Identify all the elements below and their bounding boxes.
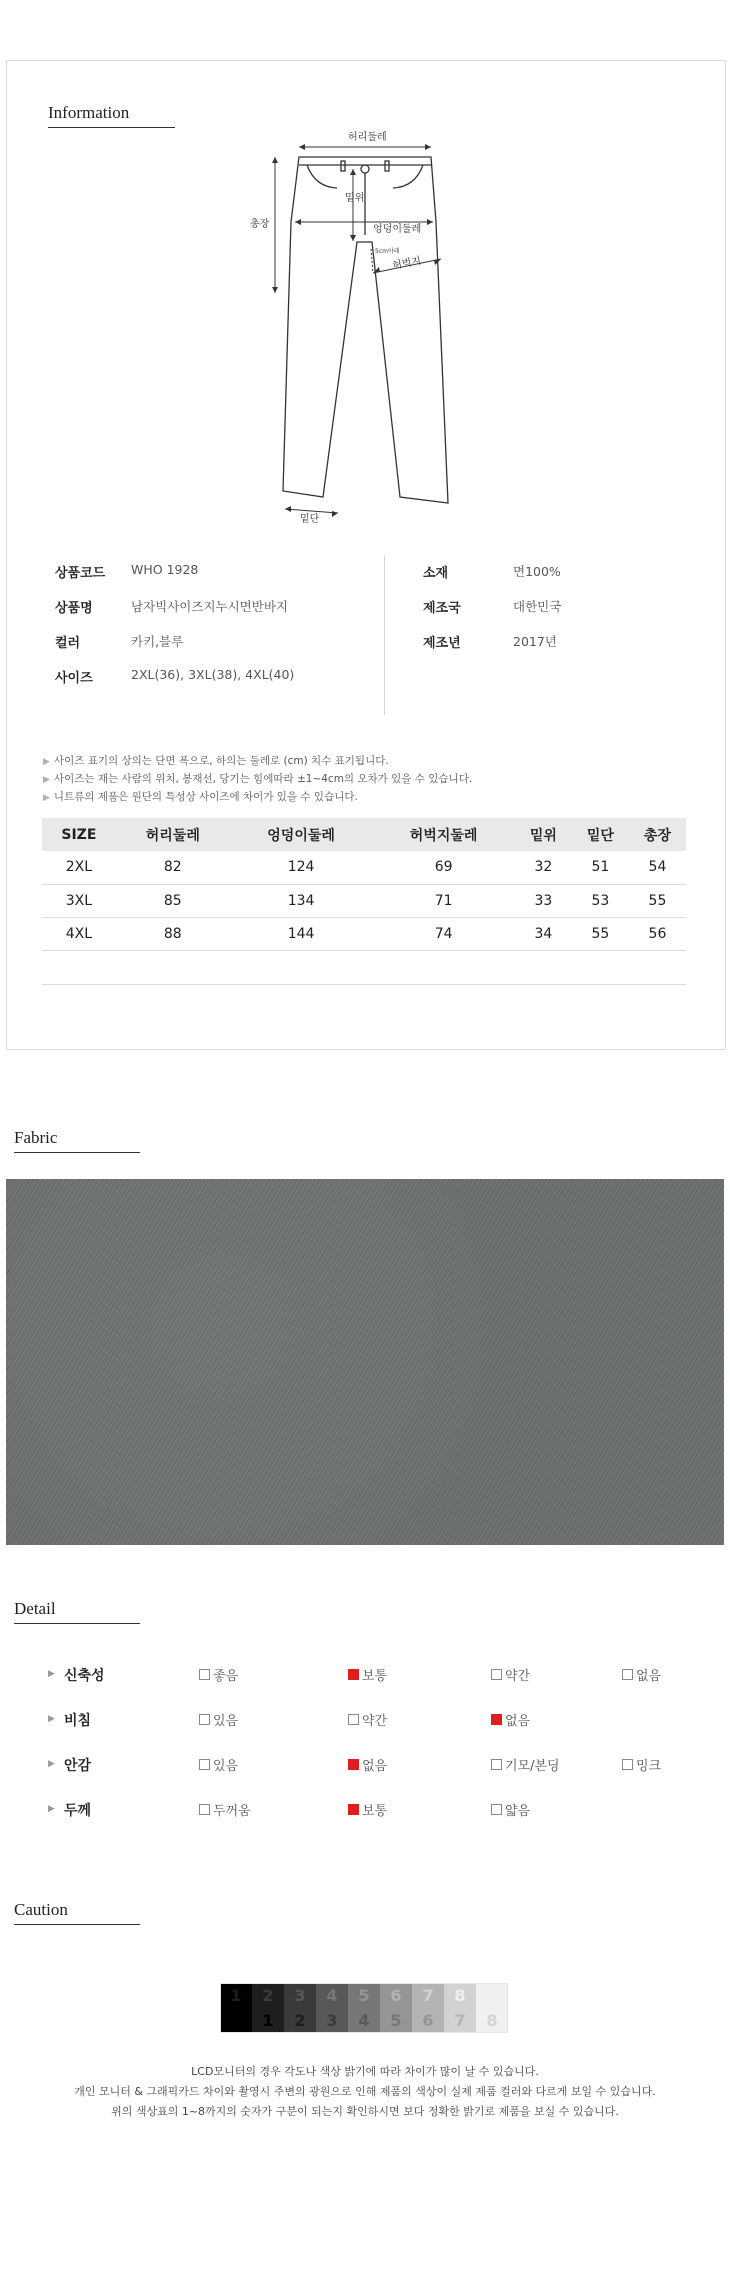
detail-option: 없음 <box>622 1665 661 1684</box>
grayscale-chip: 4 <box>348 2008 380 2033</box>
spec-label: 상품코드 <box>55 566 106 581</box>
detail-option: 있음 <box>199 1710 238 1729</box>
diagram-label-rise: 밑위 <box>345 193 365 204</box>
spec-label: 사이즈 <box>55 671 93 686</box>
size-note: ▶ 니트류의 제품은 원단의 특성상 사이즈에 차이가 있을 수 있습니다. <box>43 791 358 803</box>
detail-option: 두꺼움 <box>199 1800 251 1819</box>
checkbox-icon <box>491 1759 502 1770</box>
grayscale-chip: 7 <box>444 2008 476 2033</box>
grayscale-chip: 3 <box>316 2008 348 2033</box>
caution-title: Caution <box>14 1900 68 1919</box>
grayscale-chip: 6 <box>380 1983 412 2008</box>
caution-line: 위의 색상표의 1~8까지의 숫자가 구분이 되는지 확인하시면 보다 정확한 밝기로 제품을 보실 수 있습니다. <box>111 2105 619 2118</box>
table-cell: 55 <box>572 917 629 950</box>
spec-divider <box>384 555 385 715</box>
spec-value: WHO 1928 <box>131 562 199 577</box>
size-table <box>42 818 686 951</box>
detail-option: 있음 <box>199 1755 238 1774</box>
note-bullet-icon: ▶ <box>43 757 50 767</box>
header-cell: 밑단 <box>572 818 629 851</box>
row-bullet-icon: ▶ <box>48 1759 55 1769</box>
detail-option: 좋음 <box>199 1665 238 1684</box>
fabric-swatch-image <box>6 1179 724 1545</box>
table-cell: 3XL <box>42 884 116 917</box>
detail-option: 얇음 <box>491 1800 530 1819</box>
grayscale-chip: 5 <box>380 2008 412 2033</box>
detail-option: 약간 <box>491 1665 530 1684</box>
table-cell: 82 <box>116 851 230 884</box>
table-row <box>42 917 686 950</box>
detail-label: 신축성 <box>64 1668 105 1684</box>
size-table-footer-line <box>42 984 686 985</box>
diagram-label-hem: 밑단 <box>300 514 320 525</box>
spec-value: 2017년 <box>513 634 557 649</box>
detail-title-underline <box>14 1623 140 1624</box>
checkbox-icon <box>199 1669 210 1680</box>
detail-option: 밍크 <box>622 1755 661 1774</box>
detail-option: 약간 <box>348 1710 387 1729</box>
size-note: ▶ 사이즈 표기의 상의는 단면 폭으로, 하의는 둘레로 (cm) 치수 표기됩니다. <box>43 755 389 767</box>
table-cell: 54 <box>629 851 686 884</box>
checkbox-icon <box>348 1714 359 1725</box>
grayscale-chip <box>220 2008 252 2033</box>
grayscale-chip <box>476 1983 508 2008</box>
checkbox-checked-icon <box>491 1714 502 1725</box>
diagram-label-length: 총장 <box>250 219 270 230</box>
spec-value: 대한민국 <box>513 599 562 614</box>
caution-line: LCD모니터의 경우 각도나 색상 밝기에 따라 차이가 많이 날 수 있습니다. <box>191 2065 539 2078</box>
note-bullet-icon: ▶ <box>43 775 50 785</box>
table-cell: 32 <box>515 851 572 884</box>
header-cell: 엉덩이둘레 <box>230 818 373 851</box>
information-title: Information <box>48 103 130 122</box>
table-cell: 69 <box>372 851 515 884</box>
checkbox-icon <box>199 1714 210 1725</box>
grayscale-chip: 8 <box>444 1983 476 2008</box>
size-table-header <box>42 818 686 851</box>
table-row <box>42 884 686 917</box>
row-bullet-icon: ▶ <box>48 1669 55 1679</box>
spec-label: 제조국 <box>423 601 461 616</box>
table-cell: 55 <box>629 884 686 917</box>
size-note: ▶ 사이즈는 재는 사람의 위치, 봉재선, 당기는 힘에따라 ±1~4cm의 오차가 있을 수 있습니다. <box>43 773 473 785</box>
information-title-underline <box>48 127 175 128</box>
table-cell: 124 <box>230 851 373 884</box>
grayscale-chip: 5 <box>348 1983 380 2008</box>
detail-row-lining <box>48 1755 688 1775</box>
table-cell: 34 <box>515 917 572 950</box>
detail-title: Detail <box>14 1599 56 1618</box>
diagram-label-hip: 엉덩이둘레 <box>373 224 422 235</box>
grayscale-chip: 1 <box>252 2008 284 2033</box>
table-cell: 4XL <box>42 917 116 950</box>
diagram-label-waist: 허리둘레 <box>348 132 387 143</box>
table-cell: 85 <box>116 884 230 917</box>
header-cell: 허벅지둘레 <box>372 818 515 851</box>
row-bullet-icon: ▶ <box>48 1714 55 1724</box>
detail-option: 기모/본딩 <box>491 1755 560 1774</box>
header-cell: 밑위 <box>515 818 572 851</box>
table-cell: 144 <box>230 917 373 950</box>
fabric-title: Fabric <box>14 1128 58 1147</box>
table-cell: 51 <box>572 851 629 884</box>
table-cell: 74 <box>372 917 515 950</box>
diagram-label-thigh: 허벅지 <box>391 255 423 272</box>
detail-row-thickness <box>48 1800 688 1820</box>
caution-line: 개인 모니터 & 그래픽카드 차이와 촬영시 주변의 광원으로 인해 제품의 색상이 실제 제품 컬러와 다르게 보일 수 있습니다. <box>74 2085 656 2098</box>
checkbox-icon <box>622 1669 633 1680</box>
spec-label: 컬러 <box>55 636 81 651</box>
table-cell: 2XL <box>42 851 116 884</box>
detail-label: 비침 <box>64 1713 92 1729</box>
grayscale-chip: 2 <box>252 1983 284 2008</box>
checkbox-checked-icon <box>348 1669 359 1680</box>
table-row <box>42 851 686 884</box>
header-cell: 허리둘레 <box>116 818 230 851</box>
detail-option: 보통 <box>348 1800 387 1819</box>
detail-row-sheerness <box>48 1710 688 1730</box>
diagram-label-thigh-small: 5cm아래 <box>375 248 400 255</box>
fabric-title-underline <box>14 1152 140 1153</box>
checkbox-icon <box>199 1759 210 1770</box>
detail-option: 보통 <box>348 1665 387 1684</box>
table-cell: 33 <box>515 884 572 917</box>
spec-label: 제조년 <box>423 636 461 651</box>
checkbox-icon <box>491 1804 502 1815</box>
grayscale-chip: 2 <box>284 2008 316 2033</box>
grayscale-chip: 6 <box>412 2008 444 2033</box>
spec-value: 면100% <box>513 564 561 579</box>
grayscale-chip: 8 <box>476 2008 508 2033</box>
grayscale-chip: 3 <box>284 1983 316 2008</box>
spec-label: 소재 <box>423 566 449 581</box>
spec-value: 남자빅사이즈지누시면반바지 <box>131 599 288 614</box>
table-cell: 56 <box>629 917 686 950</box>
checkbox-icon <box>199 1804 210 1815</box>
spec-value: 카키,블루 <box>131 634 184 649</box>
note-bullet-icon: ▶ <box>43 793 50 803</box>
table-cell: 53 <box>572 884 629 917</box>
caution-notes <box>0 2062 730 2122</box>
detail-row-elasticity <box>48 1665 688 1685</box>
pants-size-diagram <box>245 125 460 525</box>
table-cell: 88 <box>116 917 230 950</box>
checkbox-checked-icon <box>348 1804 359 1815</box>
grayscale-test-chart <box>220 1983 508 2033</box>
grayscale-chip: 7 <box>412 1983 444 2008</box>
header-cell: SIZE <box>42 818 116 851</box>
table-cell: 71 <box>372 884 515 917</box>
row-bullet-icon: ▶ <box>48 1804 55 1814</box>
detail-option: 없음 <box>491 1710 530 1729</box>
checkbox-icon <box>491 1669 502 1680</box>
spec-label: 상품명 <box>55 601 93 616</box>
checkbox-icon <box>622 1759 633 1770</box>
caution-title-underline <box>14 1924 140 1925</box>
detail-option: 없음 <box>348 1755 387 1774</box>
header-cell: 총장 <box>629 818 686 851</box>
detail-label: 안감 <box>64 1758 92 1774</box>
grayscale-chip: 4 <box>316 1983 348 2008</box>
detail-label: 두께 <box>64 1803 92 1819</box>
checkbox-checked-icon <box>348 1759 359 1770</box>
spec-value: 2XL(36), 3XL(38), 4XL(40) <box>131 667 295 682</box>
table-cell: 134 <box>230 884 373 917</box>
grayscale-chip: 1 <box>220 1983 252 2008</box>
